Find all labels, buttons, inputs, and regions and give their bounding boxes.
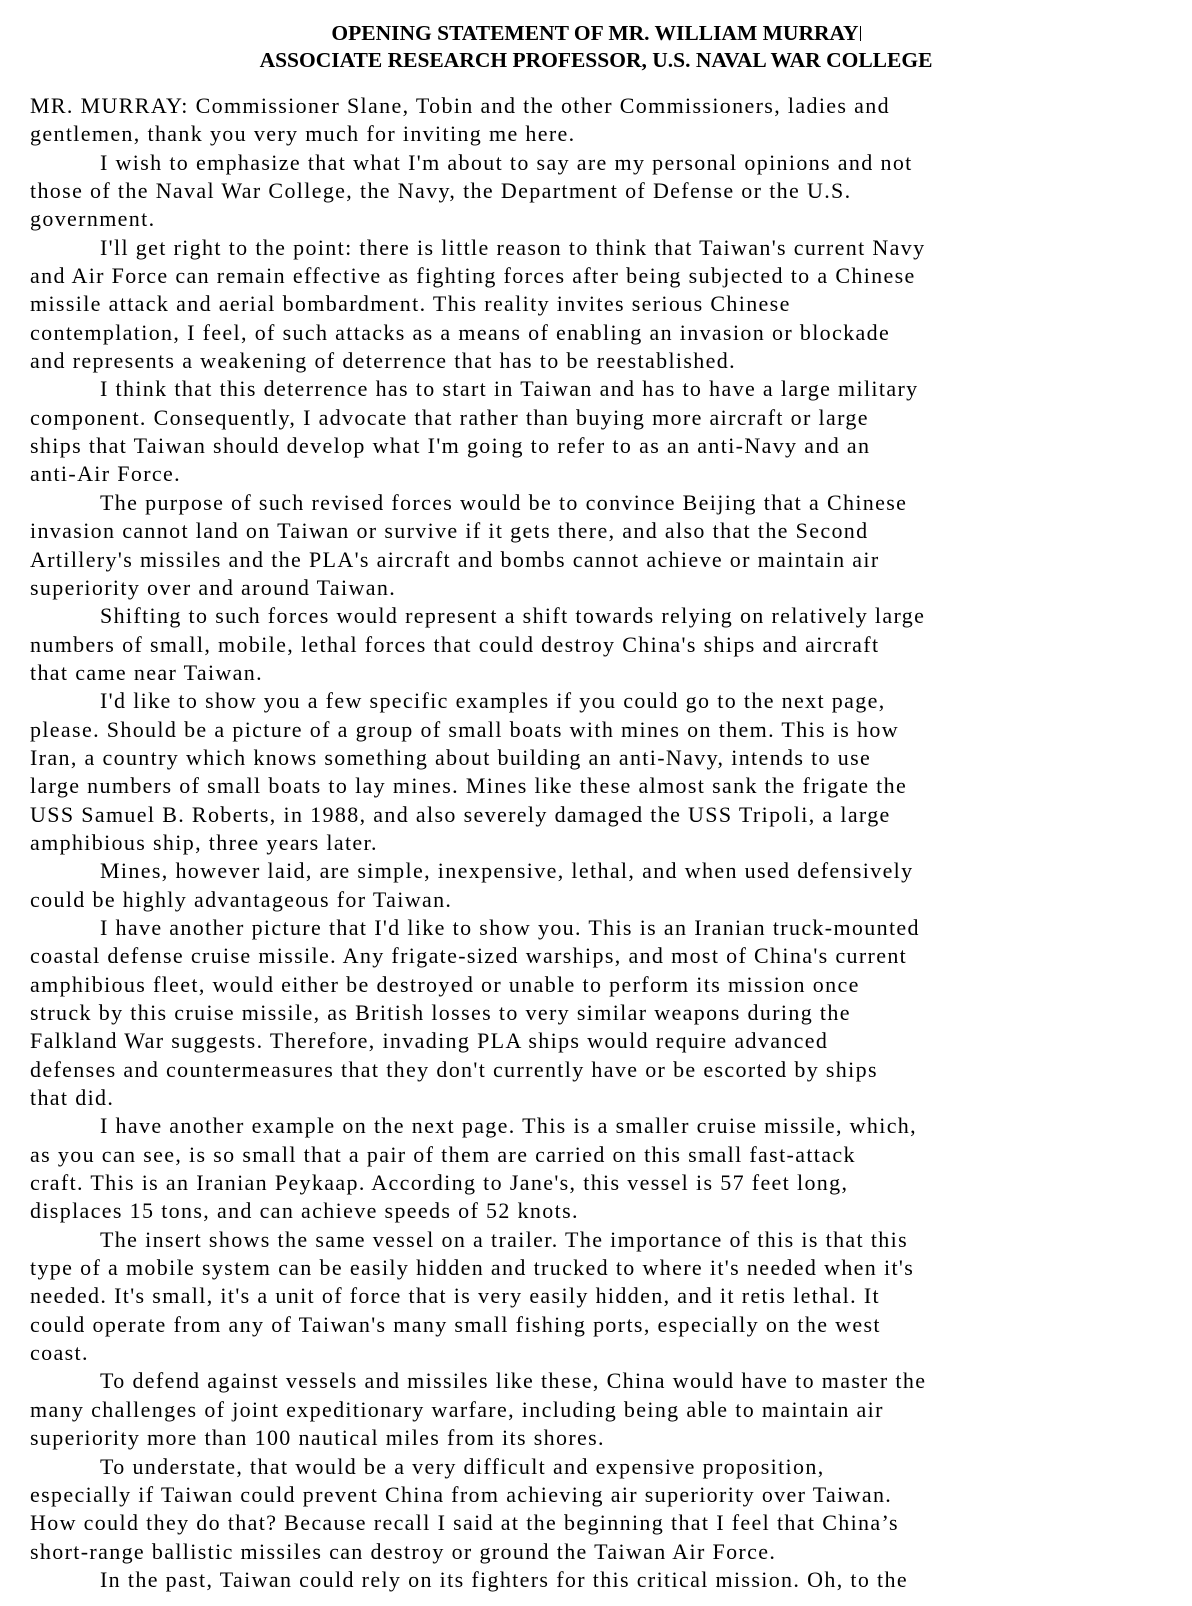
text-line: anti-Air Force. (30, 461, 181, 487)
text-line: could be highly advantageous for Taiwan. (30, 886, 453, 912)
text-cursor (860, 26, 861, 41)
text-line: government. (30, 206, 156, 232)
text-line: To understate, that would be a very difficult and expensive proposition, (100, 1453, 825, 1479)
text-line: displaces 15 tons, and can achieve speeds of 52 knots. (30, 1198, 579, 1224)
text-line: I have another example on the next page. This is a smaller cruise missile, which, (100, 1113, 918, 1139)
text-line: needed. It's small, it's a unit of force that is very easily hidden, and it retis lethal. It (30, 1283, 880, 1309)
text-line: The insert shows the same vessel on a trailer. The importance of this is that this (100, 1226, 909, 1252)
text-line: I have another picture that I'd like to show you. This is an Iranian truck-mounted (100, 914, 920, 940)
text-line: superiority more than 100 nautical miles from its shores. (30, 1425, 605, 1451)
text-line: I wish to emphasize that what I'm about to say are my personal opinions and not (100, 149, 913, 175)
text-line: could operate from any of Taiwan's many small fishing ports, especially on the west (30, 1311, 881, 1337)
text-line: In the past, Taiwan could rely on its fighters for this critical mission. Oh, to the (100, 1566, 908, 1592)
text-line: The purpose of such revised forces would be to convince Beijing that a Chinese (100, 489, 908, 515)
text-line: missile attack and aerial bombardment. This reality invites serious Chinese (30, 291, 791, 317)
text-line: and Air Force can remain effective as fighting forces after being subjected to a Chinese (30, 263, 916, 289)
text-line: Artillery's missiles and the PLA's aircraft and bombs cannot achieve or maintain air (30, 546, 880, 572)
text-line: component. Consequently, I advocate that rather than buying more aircraft or large (30, 404, 869, 430)
text-line: those of the Naval War College, the Navy, the Department of Defense or the U.S. (30, 178, 852, 204)
text-line: that did. (30, 1085, 115, 1111)
text-line: as you can see, is so small that a pair of them are carried on this small fast-attack (30, 1141, 856, 1167)
text-line: Mines, however laid, are simple, inexpensive, lethal, and when used defensively (100, 858, 914, 884)
text-line: ships that Taiwan should develop what I'm going to refer to as an anti-Navy and an (30, 433, 871, 459)
text-line: craft. This is an Iranian Peykaap. According to Jane's, this vessel is 57 feet long, (30, 1170, 849, 1196)
text-line: defenses and countermeasures that they don't currently have or be escorted by ships (30, 1056, 878, 1082)
text-line: please. Should be a picture of a group of small boats with mines on them. This is how (30, 716, 899, 742)
heading-line-1 (30, 20, 1162, 47)
text-line: contemplation, I feel, of such attacks as a means of enabling an invasion or blockade (30, 319, 891, 345)
text-line: I'd like to show you a few specific examples if you could go to the next page, (100, 688, 886, 714)
text-line: type of a mobile system can be easily hidden and trucked to where it's needed when it's (30, 1255, 915, 1281)
text-line: How could they do that? Because recall I said at the beginning that I feel that China’s (30, 1510, 899, 1536)
text-line: amphibious ship, three years later. (30, 829, 378, 855)
text-line: short-range ballistic missiles can destroy or ground the Taiwan Air Force. (30, 1538, 777, 1564)
text-line: USS Samuel B. Roberts, in 1988, and also severely damaged the USS Tripoli, a large (30, 801, 891, 827)
text-line: MR. MURRAY: Commissioner Slane, Tobin and the other Commissioners, ladies and (30, 93, 890, 118)
text-line: I think that this deterrence has to start in Taiwan and has to have a large military (100, 376, 919, 402)
text-line: I'll get right to the point: there is little reason to think that Taiwan's current Navy (100, 234, 926, 260)
text-line: Iran, a country which knows something about building an anti-Navy, intends to use (30, 744, 872, 770)
heading-line-2: ASSOCIATE RESEARCH PROFESSOR, U.S. NAVAL WAR COLLEGE (259, 48, 933, 72)
text-line: To defend against vessels and missiles like these, China would have to master the (100, 1368, 927, 1394)
text-line: many challenges of joint expeditionary warfare, including being able to maintain air (30, 1396, 884, 1422)
text-line: numbers of small, mobile, lethal forces that could destroy China's ships and aircraft (30, 631, 880, 657)
text-line: especially if Taiwan could prevent China from achieving air superiority over Taiwan. (30, 1481, 893, 1507)
text-line: Shifting to such forces would represent a shift towards relying on relatively large (100, 603, 926, 629)
text-line: coastal defense cruise missile. Any frigate-sized warships, and most of China's current (30, 943, 908, 969)
text-line: coast. (30, 1340, 89, 1366)
text-line: invasion cannot land on Taiwan or survive if it gets there, and also that the Second (30, 518, 869, 544)
text-line: and represents a weakening of deterrence that has to be reestablished. (30, 348, 736, 374)
text-line: gentlemen, thank you very much for inviting me here. (30, 121, 576, 147)
text-line: Falkland War suggests. Therefore, invading PLA ships would require advanced (30, 1028, 829, 1054)
document-heading (30, 20, 1162, 74)
text-line: that came near Taiwan. (30, 659, 263, 685)
text-line: superiority over and around Taiwan. (30, 574, 397, 600)
heading-title: OPENING STATEMENT OF MR. WILLIAM MURRAY (331, 21, 859, 45)
text-line: struck by this cruise missile, as British losses to very similar weapons during the (30, 1000, 851, 1025)
text-line: amphibious fleet, would either be destroyed or unable to perform its mission once (30, 971, 860, 997)
text-line: large numbers of small boats to lay mines. Mines like these almost sank the frigate the (30, 773, 908, 799)
statement-body (30, 92, 1162, 1594)
